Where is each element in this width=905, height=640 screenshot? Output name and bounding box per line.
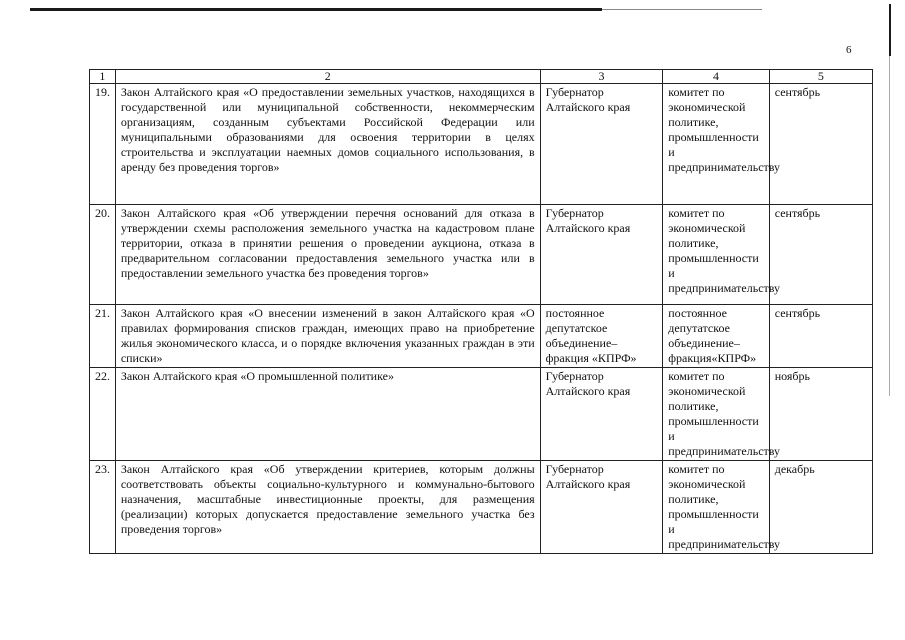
review-term: ноябрь [769, 368, 872, 461]
law-title: Закон Алтайского края «Об утверждении критериев, которым должны соответствовать объекты социально-культурного и коммунально-бытового назначения, масштабные инвестиционные проекты, для размещения (реализации) которых допускается предоставление земельного участка без проведения торгов» [115, 461, 540, 554]
law-author: Губернатор Алтайского края [540, 205, 663, 305]
column-number-row [90, 70, 873, 84]
legislation-schedule-table [89, 69, 873, 554]
row-number: 21. [90, 305, 116, 368]
law-author: Губернатор Алтайского края [540, 368, 663, 461]
table-row [90, 368, 873, 461]
review-term: сентябрь [769, 305, 872, 368]
row-number: 19. [90, 84, 116, 205]
law-author: Губернатор Алтайского края [540, 84, 663, 205]
responsible-committee: комитет по экономической политике, промышленности и предпринимательству [663, 205, 769, 305]
responsible-committee: комитет по экономической политике, промышленности и предпринимательству [663, 461, 769, 554]
column-header: 5 [769, 70, 872, 84]
column-header: 2 [115, 70, 540, 84]
responsible-committee: комитет по экономической политике, промышленности и предпринимательству [663, 368, 769, 461]
law-title: Закон Алтайского края «О внесении изменений в закон Алтайского края «О правилах формирования списков граждан, имеющих право на приобретение жилья экономического класса, и о порядке включения указанных граждан в эти списки» [115, 305, 540, 368]
scan-border-top [30, 8, 602, 11]
page-number: 6 [846, 44, 852, 56]
law-title: Закон Алтайского края «О промышленной политике» [115, 368, 540, 461]
column-header: 1 [90, 70, 116, 84]
table-row [90, 461, 873, 554]
review-term: декабрь [769, 461, 872, 554]
law-author: Губернатор Алтайского края [540, 461, 663, 554]
column-header: 4 [663, 70, 769, 84]
scan-border-right [889, 4, 891, 56]
law-title: Закон Алтайского края «О предоставлении земельных участков, находящихся в государственной или муниципальной собственности, некоммерческим организациям, созданным субъектами Российской Федерации или муниципальными образованиями для освоения территории в целях строительства и эксплуатации наемных домов социального использования, в аренду без проведения торгов» [115, 84, 540, 205]
law-author: постоянное депутатское объединение–фракция «КПРФ» [540, 305, 663, 368]
row-number: 23. [90, 461, 116, 554]
review-term: сентябрь [769, 205, 872, 305]
table-row [90, 205, 873, 305]
row-number: 20. [90, 205, 116, 305]
responsible-committee: комитет по экономической политике, промышленности и предпринимательству [663, 84, 769, 205]
column-header: 3 [540, 70, 663, 84]
responsible-committee: постоянное депутатское объединение–фракция«КПРФ» [663, 305, 769, 368]
table-row [90, 305, 873, 368]
scan-border-top-faint [602, 9, 762, 10]
table-row [90, 84, 873, 205]
review-term: сентябрь [769, 84, 872, 205]
law-title: Закон Алтайского края «Об утверждении перечня оснований для отказа в утверждении схемы расположения земельного участка на кадастровом плане территории, отказа в принятии решения о проведении аукциона, отказа в предварительном согласовании предоставления земельного участка или в предоставлении земельного участка без проведения торгов» [115, 205, 540, 305]
row-number: 22. [90, 368, 116, 461]
scan-border-right-faint [889, 56, 890, 396]
